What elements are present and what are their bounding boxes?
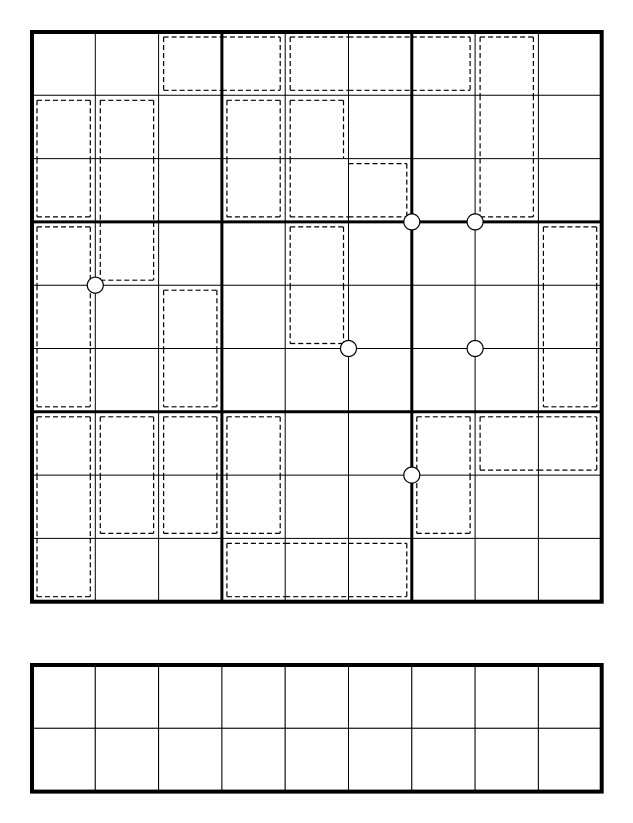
sudoku-cell[interactable] [349,222,412,285]
answer-cell[interactable] [222,728,285,791]
sudoku-cell[interactable] [222,285,285,348]
sudoku-cell[interactable] [95,349,158,412]
sudoku-cell[interactable] [159,159,222,222]
sudoku-cell[interactable] [285,412,348,475]
sudoku-cell[interactable] [538,349,601,412]
circle-clue [341,341,357,357]
answer-cell[interactable] [285,728,348,791]
sudoku-cell[interactable] [222,32,285,95]
sudoku-cell[interactable] [475,95,538,158]
sudoku-cell[interactable] [95,222,158,285]
answer-cell[interactable] [538,728,601,791]
sudoku-cell[interactable] [475,412,538,475]
sudoku-cell[interactable] [412,349,475,412]
sudoku-cell[interactable] [285,95,348,158]
sudoku-cell[interactable] [349,412,412,475]
answer-cell[interactable] [412,728,475,791]
sudoku-cell[interactable] [32,95,95,158]
sudoku-cell[interactable] [159,475,222,538]
answer-cell[interactable] [159,728,222,791]
cell-layer[interactable] [32,32,602,602]
answer-cell[interactable] [538,665,601,728]
sudoku-cell[interactable] [475,159,538,222]
answer-cell[interactable] [349,728,412,791]
answer-cell[interactable] [159,665,222,728]
sudoku-cell[interactable] [95,475,158,538]
sudoku-cell[interactable] [222,95,285,158]
circle-clue [404,214,420,230]
sudoku-cell[interactable] [475,538,538,601]
sudoku-cell[interactable] [95,95,158,158]
sudoku-cell[interactable] [95,285,158,348]
sudoku-cell[interactable] [475,349,538,412]
sudoku-cell[interactable] [222,349,285,412]
sudoku-cell[interactable] [95,538,158,601]
sudoku-cell[interactable] [412,32,475,95]
sudoku-cell[interactable] [159,285,222,348]
sudoku-cell[interactable] [222,159,285,222]
answer-cell[interactable] [95,728,158,791]
sudoku-cell[interactable] [32,222,95,285]
answer-cell[interactable] [475,665,538,728]
sudoku-cell[interactable] [285,32,348,95]
answer-cell[interactable] [349,665,412,728]
sudoku-cell[interactable] [32,412,95,475]
sudoku-cell[interactable] [32,285,95,348]
sudoku-cell[interactable] [159,95,222,158]
answer-cell[interactable] [222,665,285,728]
sudoku-cell[interactable] [538,412,601,475]
sudoku-cell[interactable] [159,222,222,285]
circle-clue [467,341,483,357]
sudoku-cell[interactable] [32,32,95,95]
sudoku-cell[interactable] [285,222,348,285]
sudoku-cell[interactable] [285,159,348,222]
sudoku-cell[interactable] [349,349,412,412]
sudoku-cell[interactable] [412,475,475,538]
sudoku-cell[interactable] [349,95,412,158]
sudoku-cell[interactable] [159,349,222,412]
sudoku-cell[interactable] [159,412,222,475]
circle-clue [467,214,483,230]
sudoku-cell[interactable] [349,159,412,222]
sudoku-cell[interactable] [412,538,475,601]
answer-cell[interactable] [32,728,95,791]
sudoku-cell[interactable] [95,412,158,475]
sudoku-cell[interactable] [538,95,601,158]
answer-cell[interactable] [95,665,158,728]
answer-cell[interactable] [412,665,475,728]
sudoku-cell[interactable] [95,32,158,95]
sudoku-cell[interactable] [538,538,601,601]
sudoku-cell[interactable] [412,159,475,222]
sudoku-cell[interactable] [412,222,475,285]
sudoku-cell[interactable] [222,412,285,475]
sudoku-cell[interactable] [285,475,348,538]
sudoku-cell[interactable] [32,475,95,538]
sudoku-cell[interactable] [538,285,601,348]
sudoku-cell[interactable] [412,412,475,475]
answer-panel[interactable] [32,665,602,792]
sudoku-cell[interactable] [475,222,538,285]
sudoku-cell[interactable] [222,475,285,538]
answer-cell[interactable] [285,665,348,728]
sudoku-cell[interactable] [159,538,222,601]
sudoku-cell[interactable] [475,285,538,348]
sudoku-cell[interactable] [222,538,285,601]
sudoku-cell[interactable] [32,538,95,601]
sudoku-cell[interactable] [95,159,158,222]
answer-cell[interactable] [475,728,538,791]
sudoku-cell[interactable] [159,32,222,95]
sudoku-cell[interactable] [349,538,412,601]
sudoku-cell[interactable] [538,159,601,222]
sudoku-cell[interactable] [285,349,348,412]
sudoku-cell[interactable] [285,285,348,348]
sudoku-cell[interactable] [412,95,475,158]
circle-clue [87,277,103,293]
sudoku-cell[interactable] [475,32,538,95]
sudoku-cell[interactable] [222,222,285,285]
sudoku-cell[interactable] [538,32,601,95]
answer-cell[interactable] [32,665,95,728]
sudoku-cell[interactable] [32,349,95,412]
sudoku-cell[interactable] [349,32,412,95]
circle-clue [404,467,420,483]
sudoku-cell[interactable] [475,475,538,538]
sudoku-cell[interactable] [538,475,601,538]
sudoku-cell[interactable] [32,159,95,222]
sudoku-cell[interactable] [538,222,601,285]
sudoku-cell[interactable] [285,538,348,601]
sudoku-cell[interactable] [349,285,412,348]
sudoku-cell[interactable] [349,475,412,538]
sudoku-cell[interactable] [412,285,475,348]
